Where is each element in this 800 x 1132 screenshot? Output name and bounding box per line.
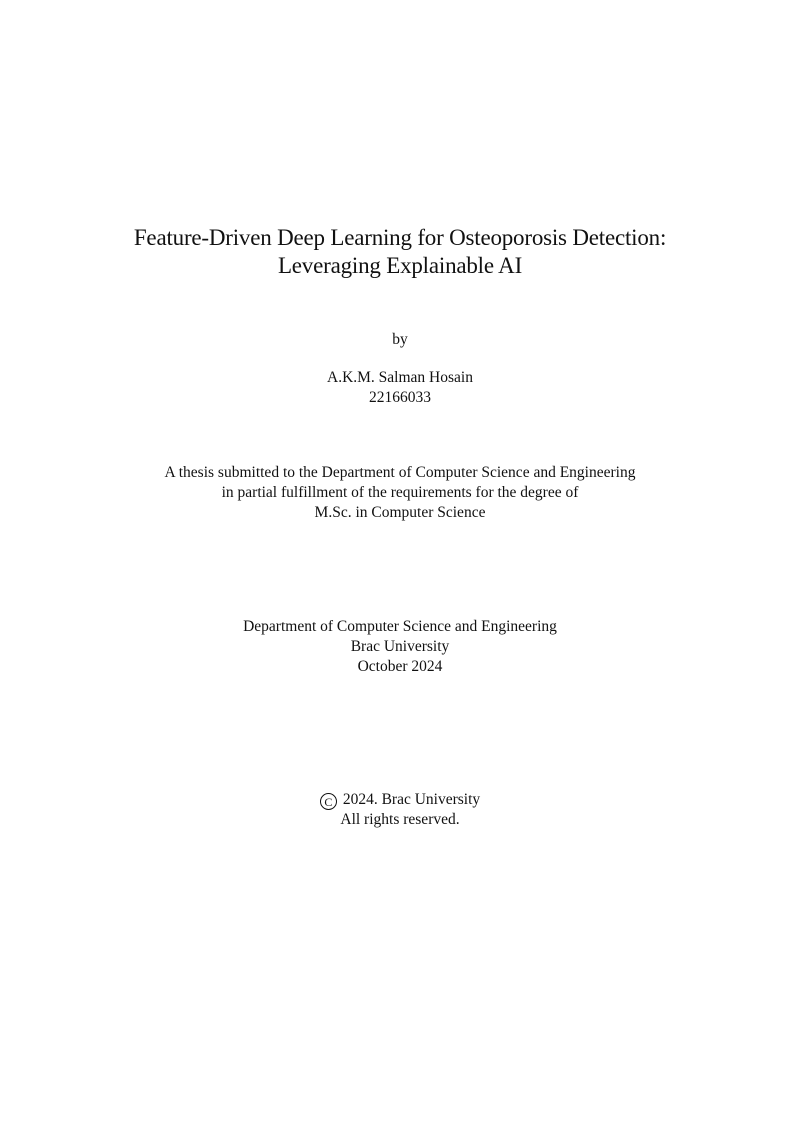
student-id: 22166033 xyxy=(369,389,431,406)
copyright-icon: C xyxy=(320,793,337,810)
institution-block xyxy=(0,617,800,677)
author-name: A.K.M. Salman Hosain xyxy=(327,369,473,386)
submission-date: October 2024 xyxy=(357,658,443,675)
by-text: by xyxy=(392,331,408,348)
statement-line-1: A thesis submitted to the Department of Computer Science and Engineering xyxy=(164,464,636,481)
copyright-block xyxy=(0,790,800,830)
thesis-title-line-1: Feature-Driven Deep Learning for Osteoporosis Detection: xyxy=(133,225,667,250)
department-name: Department of Computer Science and Engineering xyxy=(243,618,557,635)
author-block xyxy=(0,368,800,408)
by-label xyxy=(0,330,800,350)
university-name: Brac University xyxy=(350,638,450,655)
statement-line-2: in partial fulfillment of the requirements for the degree of xyxy=(221,484,579,501)
rights-reserved: All rights reserved. xyxy=(340,811,460,828)
copyright-text: 2024. Brac University xyxy=(342,791,481,808)
statement-line-3: M.Sc. in Computer Science xyxy=(314,504,486,521)
copyright-line xyxy=(0,790,800,810)
thesis-title xyxy=(0,224,800,280)
submission-statement xyxy=(0,463,800,523)
thesis-title-line-2: Leveraging Explainable AI xyxy=(277,253,523,278)
